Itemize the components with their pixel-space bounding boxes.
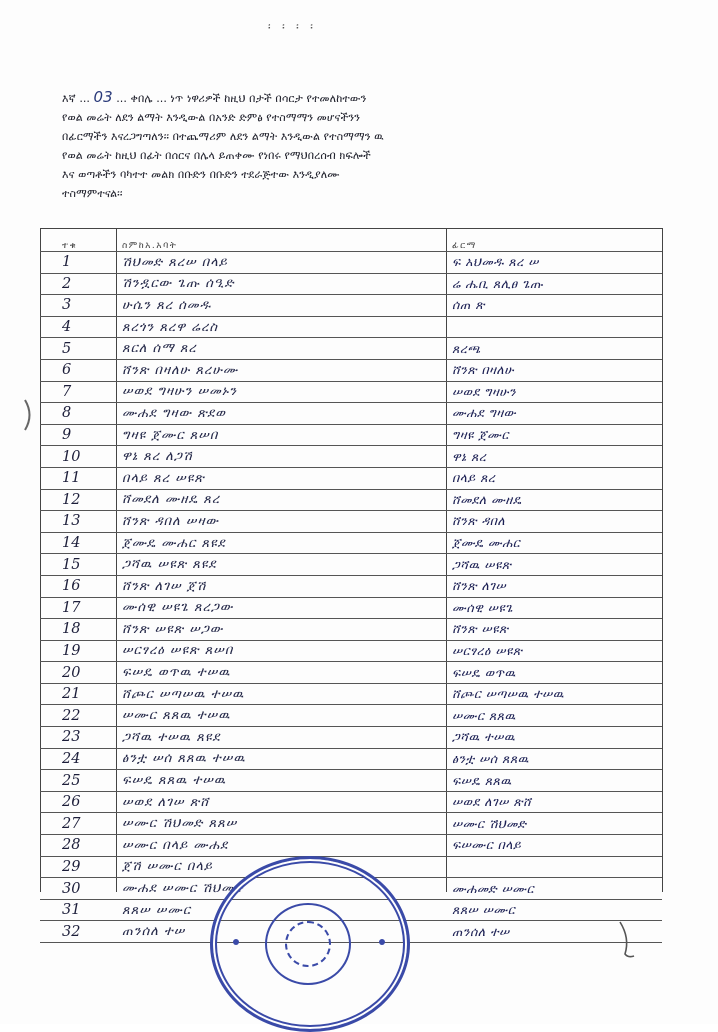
row-signature: ፅንቷ ሠሰ ጸጸዉ (452, 750, 530, 766)
row-name: ጸረጎን ጸረዋ ሬረስ (122, 319, 218, 335)
row-name: ጸርለ ሰማ ጸረ (122, 341, 197, 357)
row-number: 12 (62, 491, 81, 508)
row-name: ሸጮር ሠጣሠዉ ተሠዉ (122, 686, 245, 702)
header-mark: ፡ ፡ ፡ ፡ (268, 20, 317, 33)
row-number: 31 (62, 902, 81, 919)
row-name: ግዛዩ ጀሙር ጸሠበ (122, 427, 219, 443)
row-signature: ሸመደለ ሙዘዴ (452, 491, 522, 507)
row-number: 24 (62, 750, 81, 767)
intro-line-1: እኛ ... 03 ... ቀበሌ ... ነጥ ነዋሪዎች ከዚህ በታች በሳርታ የተመለከተውን (62, 88, 367, 106)
row-signature: ሸጮር ሠጣሠዉ ተሠዉ (452, 686, 565, 702)
row-name: ዋኔ ጸረ ለጋሽ (122, 449, 193, 465)
row-signature: ሙሰዊ ሠዩጌ (452, 599, 514, 615)
row-signature (452, 857, 660, 878)
intro-line-3: በፊርማችን እናረጋግጣለን፡፡ በተጨማሪም ለደን ልማት እንዲውል የተስማማን ዉ (62, 130, 384, 143)
row-signature: ፍሠሙር በላይ (452, 837, 522, 853)
row-name: ሠሙር ሽህመድ ጸጸሠ (122, 816, 238, 832)
table-row (40, 770, 662, 792)
row-name: ሠርፃረዕ ሠዩጽ ጸሠበ (122, 643, 234, 659)
row-number: 26 (62, 794, 81, 811)
row-name: ሸንጽ ሠዩጽ ሠጋው (122, 621, 224, 637)
table-row (40, 684, 662, 706)
row-number: 13 (62, 513, 81, 530)
row-signature: ጸረጫ (452, 340, 481, 356)
table-row (40, 533, 662, 555)
row-name: ሁሴን ጸረ ሰመዱ (122, 297, 212, 313)
stamp-inner-ring (265, 903, 351, 985)
table-row (40, 511, 662, 533)
row-number: 27 (62, 815, 81, 832)
row-number: 17 (62, 599, 81, 616)
intro-line-4: የወል መሬት ከዚህ በፊት በሰርና በሌላ ይጠቀሙ የነበሩ የማህበረሰብ ክፍሎች (62, 149, 371, 162)
row-name: ሙሐደ ግዛው ጽደወ (122, 405, 226, 421)
stamp-star-left (233, 939, 239, 945)
row-number: 25 (62, 772, 81, 789)
row-signature: ሠሙር ጸጸዉ (452, 707, 516, 723)
col-header-number: ተቁ (62, 241, 78, 251)
intro-line-5: እና ወጣቶችን ባካተተ መልክ በቡድን በቡድን ተደራጅተው እንዲያለሙ (62, 168, 340, 181)
row-number: 2 (62, 275, 72, 292)
table-row (40, 598, 662, 620)
row-number: 21 (62, 686, 81, 703)
stamp-emblem (285, 921, 331, 967)
table-row (40, 554, 662, 576)
row-signature: ጀሙዴ ሙሐር (452, 535, 521, 551)
intro-paragraph (62, 88, 662, 203)
signature-table (40, 228, 662, 943)
table-row (40, 619, 662, 641)
row-name: ሠወደ ግዛሁን ሠመኑን (122, 384, 238, 400)
table-header-row (40, 229, 662, 252)
row-name: ፍሠዴ ጸጸዉ ተሠዉ (122, 773, 227, 789)
row-number: 11 (62, 470, 81, 487)
row-number: 8 (62, 405, 72, 422)
row-name: ሽንዷርው ጌጡ ሰዒድ (122, 276, 235, 292)
table-row (40, 403, 662, 425)
row-signature: ሸንጽ ሠዩጽ (452, 621, 509, 637)
row-signature: ሰጠ ጽ (452, 297, 485, 313)
row-number: 5 (62, 340, 72, 357)
row-signature: ሠወደ ለገሠ ጽሸ (452, 794, 532, 810)
row-number: 9 (62, 427, 72, 444)
table-row (40, 382, 662, 404)
row-name: ጸጸሠ ሠሙር (122, 902, 192, 918)
row-signature: ጋሻዉ ተሠዉ (452, 729, 516, 745)
table-row (40, 338, 662, 360)
table-row (40, 641, 662, 663)
row-name: ሠሙር ጸጸዉ ተሠዉ (122, 708, 231, 724)
row-number: 7 (62, 383, 72, 400)
row-name: ሙሐደ ሠሙር ሽህመድ (122, 881, 244, 897)
table-row (40, 490, 662, 512)
row-signature: ጸጸሠ ሠሙር (452, 902, 516, 918)
official-stamp (210, 856, 410, 1032)
row-number: 29 (62, 858, 81, 875)
row-signature: ሙሐደ ግዛው (452, 405, 517, 421)
row-signature: ፍሠዴ ወጥዉ (452, 664, 516, 680)
row-name: በላይ ጸረ ሠዩጽ (122, 470, 205, 486)
intro-line-6: ተስማምተናል፡፡ (62, 187, 123, 200)
col-header-name: ስምከአ.አባት (122, 241, 178, 251)
row-name: ጀሽ ሠሙር በላይ (122, 859, 213, 875)
margin-mark-right (616, 920, 638, 960)
table-row (40, 425, 662, 447)
row-number: 28 (62, 837, 81, 854)
row-name: ፅንቷ ሠሰ ጸጸዉ ተሠዉ (122, 751, 246, 767)
row-name: ሠወደ ለገሠ ጽሸ (122, 794, 210, 810)
row-number: 1 (62, 254, 72, 271)
table-row (40, 813, 662, 835)
row-signature: ግዛዩ ጀሙር (452, 427, 509, 443)
row-signature: ዋኔ ጸረ (452, 448, 487, 464)
table-row (40, 576, 662, 598)
row-name: ጋሻዉ ሠዩጽ ጸዩደ (122, 557, 217, 573)
table-row (40, 662, 662, 684)
row-name: ፍሠዴ ወጥዉ ተሠዉ (122, 665, 231, 681)
intro-prefix: እኛ (62, 92, 76, 105)
row-signature: በላይ ጸረ (452, 470, 496, 486)
row-name: ጋሻዉ ተሠዉ ጸዩደ (122, 729, 221, 745)
table-row (40, 252, 662, 274)
row-signature (452, 317, 660, 338)
row-signature: ጋሻዉ ሠዩጽ (452, 556, 512, 572)
row-signature: ጠንሰለ ተሠ (452, 923, 510, 939)
row-number: 20 (62, 664, 81, 681)
row-number: 6 (62, 362, 72, 379)
row-number: 30 (62, 880, 81, 897)
row-name: ጠንሰለ ተሠ (122, 924, 186, 940)
row-number: 23 (62, 729, 81, 746)
row-name: ሸመደለ ሙዘዴ ጸረ (122, 492, 221, 508)
row-signature: ፍ አህመዱ ጸረ ሠ (452, 254, 539, 270)
row-number: 32 (62, 923, 81, 940)
row-number: 4 (62, 319, 72, 336)
margin-mark-left (22, 398, 36, 432)
col-header-signature: ፊርማ (452, 241, 477, 251)
row-signature: ሸንጽ ለገሠ (452, 578, 507, 594)
row-signature: ሠወደ ግዛሁን (452, 383, 517, 399)
row-name: ሸንጽ ዳበለ ሠዛው (122, 513, 219, 529)
row-signature: ሸንጽ ዳበለ (452, 513, 506, 529)
row-signature: ሸንጽ በዛለሁ (452, 362, 514, 378)
row-name: ሸንጽ በዛለሁ ጸረሁሙ (122, 362, 239, 378)
table-row (40, 360, 662, 382)
row-name: ሸንጽ ለገሠ ጀሽ (122, 578, 207, 594)
row-name: ጀሙዴ ሙሐር ጸዩደ (122, 535, 226, 551)
table-row (40, 705, 662, 727)
table-row (40, 749, 662, 771)
table-row (40, 727, 662, 749)
intro-line-2: የወል መሬት ለደን ልማት እንዲውል በአንድ ድምፅ የተስማማን መሆናችንን (62, 111, 361, 124)
row-number: 22 (62, 707, 81, 724)
row-number: 16 (62, 578, 81, 595)
row-number: 3 (62, 297, 72, 314)
row-name: ሽህመድ ጸረሠ በላይ (122, 254, 228, 270)
table-row (40, 792, 662, 814)
table-right-border (662, 228, 663, 892)
row-signature: ሙሐመድ ሠሙር (452, 880, 535, 896)
table-row (40, 446, 662, 468)
row-signature: ሬ ሔቢ ጸሊፀ ጌጡ (452, 275, 544, 291)
intro-line-1-text: ቀበሌ ... ነጥ ነዋሪዎች ከዚህ በታች በሳርታ የተመለከተውን (130, 92, 367, 105)
row-name: ሠሙር በላይ ሙሐደ (122, 837, 229, 853)
table-row (40, 317, 662, 339)
table-row (40, 274, 662, 296)
row-signature: ሠሙር ሽህመድ (452, 815, 527, 831)
row-number: 15 (62, 556, 81, 573)
row-signature: ፍሠዴ ጸጸዉ (452, 772, 512, 788)
row-number: 10 (62, 448, 81, 465)
row-name: ሙሰዊ ሠዩጌ ጸረጋው (122, 600, 234, 616)
row-signature: ሠርፃረዕ ሠዩጽ (452, 642, 523, 658)
table-row (40, 295, 662, 317)
row-number: 19 (62, 642, 81, 659)
row-number: 14 (62, 535, 81, 552)
table-row (40, 468, 662, 490)
row-number: 18 (62, 621, 81, 638)
kebele-number: 03 (93, 88, 113, 106)
stamp-star-right (379, 939, 385, 945)
table-row (40, 835, 662, 857)
